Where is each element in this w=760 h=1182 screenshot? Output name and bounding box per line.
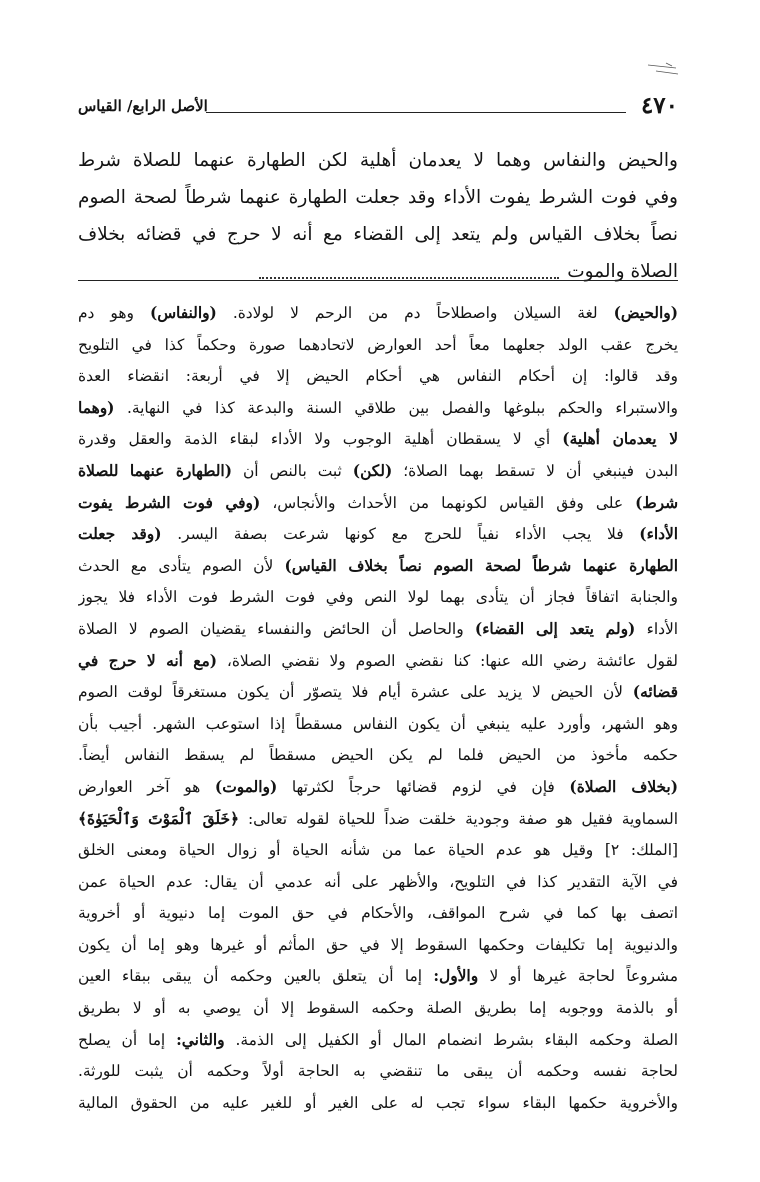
commentary-line xyxy=(78,740,678,772)
commentary-run: والحاصل أن الحائض والنفساء يقضيان الصوم لا الصلاة xyxy=(78,619,475,638)
commentary-line xyxy=(78,709,678,741)
commentary-line xyxy=(78,393,678,425)
commentary-run: والدنيوية إما تكليفات وحكمها السقوط إلا في حق المأثم أو غيرها وهو إما أن يكون xyxy=(78,935,678,954)
commentary-run: أي لا يسقطان أهلية الوجوب ولا الأداء لبقاء الذمة والعقل وقدرة xyxy=(78,430,563,449)
commentary-run: لقول عائشة رضي الله عنها: كنا نقضي الصوم ولا نقضي الصلاة، xyxy=(216,651,678,670)
commentary-run: حكمه مأخوذ من الحيض فلما لم يكن الحيض مسقطاً لم يسقط النفاس أيضاً. xyxy=(78,746,678,765)
dotted-leader xyxy=(259,265,559,279)
commentary-line xyxy=(78,993,678,1025)
matn-text xyxy=(78,142,678,290)
commentary-run: إما أن يصلح xyxy=(78,1030,177,1049)
commentary-line xyxy=(78,298,678,330)
commentary-run: ثبت بالنص أن xyxy=(231,461,353,480)
section-divider xyxy=(78,280,678,281)
commentary-line xyxy=(78,804,678,836)
commentary-run: فلا يجب الأداء نفياً للحرج مع كونها شرعت بصفة اليسر. xyxy=(161,525,640,544)
commentary-quoted-matn: (بخلاف الصلاة) xyxy=(569,777,678,796)
commentary-run: الأداء xyxy=(635,619,678,638)
commentary-line xyxy=(78,456,678,488)
matn-line: نصاً بخلاف القياس ولم يتعد إلى القضاء مع أنه لا حرج في قضائه بخلاف xyxy=(78,224,678,245)
commentary-line xyxy=(78,488,678,520)
commentary-quoted-matn: (وقد جعلت xyxy=(78,525,162,544)
commentary-quoted-matn: الطهارة عنهما شرطاً لصحة الصوم نصاً بخلاف القياس) xyxy=(284,556,678,575)
commentary-line xyxy=(78,867,678,899)
commentary-quoted-matn: (الطهارة عنهما للصلاة xyxy=(78,461,232,480)
commentary-line xyxy=(78,898,678,930)
commentary-line xyxy=(78,772,678,804)
commentary-run: اتصف بها كما في شرح المواقف، والأحكام في حق الموت إما دنيوية أو أخروية xyxy=(78,904,678,923)
commentary-run: لغة السيلان واصطلاحاً دم من الرحم لا لولادة. xyxy=(216,304,614,322)
commentary-run: مشروعاً لحاجة غيرها أو لا xyxy=(478,967,678,986)
commentary-run: البدن فينبغي أن لا تسقط بهما الصلاة؛ xyxy=(392,461,678,480)
commentary-quoted-matn: (والنفاس) xyxy=(149,304,217,322)
commentary-line xyxy=(78,614,678,646)
commentary-quoted-matn: ﴿خَلَقَ ٱلْمَوْتَ وَٱلْحَيَوٰةَ﴾ xyxy=(78,809,240,828)
commentary-run: في الآية التقدير كذا في التلويح، والأظهر على أنه عدمي أن يقال: عدم الحياة عمن xyxy=(78,872,678,891)
commentary-line xyxy=(78,677,678,709)
commentary-run: الصلة وحكمه البقاء بشرط انضمام المال أو الكفيل إلى الذمة. xyxy=(224,1030,678,1049)
commentary-line xyxy=(78,646,678,678)
commentary-run: هو آخر العوارض xyxy=(78,777,215,796)
commentary-quoted-matn: (والموت) xyxy=(214,777,278,796)
commentary-run: والجنابة اتفاقاً فجاز أن يتأدى بهما لولا النص وفي فوت الشرط فوت الأداء فلا يجوز xyxy=(78,588,678,607)
matn-line-last xyxy=(78,253,678,290)
commentary-quoted-matn: (مع أنه لا حرج في xyxy=(78,651,217,670)
commentary-run: لأن الصوم يتأدى مع الحدث xyxy=(78,556,285,575)
commentary-run: إما أن يتعلق بالعين وحكمه أن يبقى ببقاء العين xyxy=(78,967,434,986)
commentary-quoted-matn: (وفي فوت الشرط يفوت xyxy=(78,493,261,512)
matn-line: والحيض والنفاس وهما لا يعدمان أهلية لكن الطهارة عنهما للصلاة شرط xyxy=(78,150,678,171)
commentary-line xyxy=(78,519,678,551)
commentary-line xyxy=(78,1056,678,1088)
commentary-line xyxy=(78,424,678,456)
commentary-quoted-matn: الأداء) xyxy=(639,525,678,544)
page-header xyxy=(78,92,678,120)
commentary-run: فإن في لزوم قضائها حرجاً لكثرتها xyxy=(277,777,570,796)
commentary-line xyxy=(78,930,678,962)
commentary-text xyxy=(78,298,678,1119)
commentary-line xyxy=(78,361,678,393)
commentary-run: أو بالذمة ووجوبه إما بطريق الصلة وحكمه السقوط إلا أن يوصي به أو لا بطريق xyxy=(78,999,678,1018)
commentary-run: [الملك: ٢] وقيل هو عدم الحياة عما من شأنه الحياة أو زوال الحياة ومعنى الخلق xyxy=(78,841,678,860)
commentary-line xyxy=(78,1025,678,1057)
matn-line-text: الصلاة والموت xyxy=(567,261,678,282)
commentary-quoted-matn: (ولم يتعد إلى القضاء) xyxy=(474,619,636,638)
commentary-run: وهو الشهر، وأورد عليه ينبغي أن يكون النفاس مسقطاً إذا استوعب الشهر. أجيب بأن xyxy=(78,714,678,733)
commentary-line xyxy=(78,835,678,867)
commentary-run: وهو دم xyxy=(78,304,150,322)
commentary-run: السماوية فقيل هو صفة وجودية خلقت ضداً للحياة لقوله تعالى: xyxy=(239,809,678,828)
commentary-line xyxy=(78,1088,678,1120)
commentary-run: وقد قالوا: إن أحكام النفاس هي أحكام الحيض إلا في أربعة: انقضاء العدة xyxy=(78,367,678,386)
commentary-run: والاستبراء والحكم ببلوغها والفصل بين طلاقي السنة والبدعة كذا في النهاية. xyxy=(114,398,678,417)
header-rule xyxy=(206,112,626,113)
commentary-quoted-matn: لا يعدمان أهلية) xyxy=(562,430,678,449)
commentary-run: لأن الحيض لا يزيد على عشرة أيام فلا يتصوّر أن يكون مستغرقاً لوقت الصوم xyxy=(78,683,633,702)
commentary-run: يخرج عقب الولد جعلهما معاً أحد العوارض لاتحادهما صورة وحكماً كذا في التلويح xyxy=(78,335,678,354)
running-title: الأصل الرابع/ القياس xyxy=(78,97,208,115)
commentary-run: على وفق القياس لكونهما من الأحداث والأنجاس، xyxy=(260,493,636,512)
commentary-line xyxy=(78,582,678,614)
matn-line: وفي فوت الشرط يفوت الأداء وقد جعلت الطهارة عنهما شرطاً لصحة الصوم xyxy=(78,187,678,208)
commentary-line xyxy=(78,330,678,362)
commentary-line xyxy=(78,961,678,993)
page-number: ٤٧٠ xyxy=(640,92,678,119)
commentary-quoted-matn: والثاني: xyxy=(176,1030,225,1049)
commentary-run: لحاجة نفسه وحكمه أن يبقى ما تنقضي به الحاجة أولاً وحكمه أن يثبت للورثة. xyxy=(78,1062,678,1081)
commentary-quoted-matn: والأول: xyxy=(433,967,479,986)
commentary-quoted-matn: (والحيض) xyxy=(613,304,678,322)
commentary-quoted-matn: قضائه) xyxy=(632,683,678,702)
corner-scan-mark xyxy=(646,62,680,76)
commentary-line xyxy=(78,551,678,583)
commentary-run: والأخروية حكمها البقاء سواء تجب له على الغير أو للغير عليه من الحقوق المالية xyxy=(78,1093,678,1112)
commentary-quoted-matn: شرط) xyxy=(635,493,678,512)
commentary-quoted-matn: (لكن) xyxy=(352,461,393,480)
commentary-quoted-matn: (وهما xyxy=(78,398,115,417)
